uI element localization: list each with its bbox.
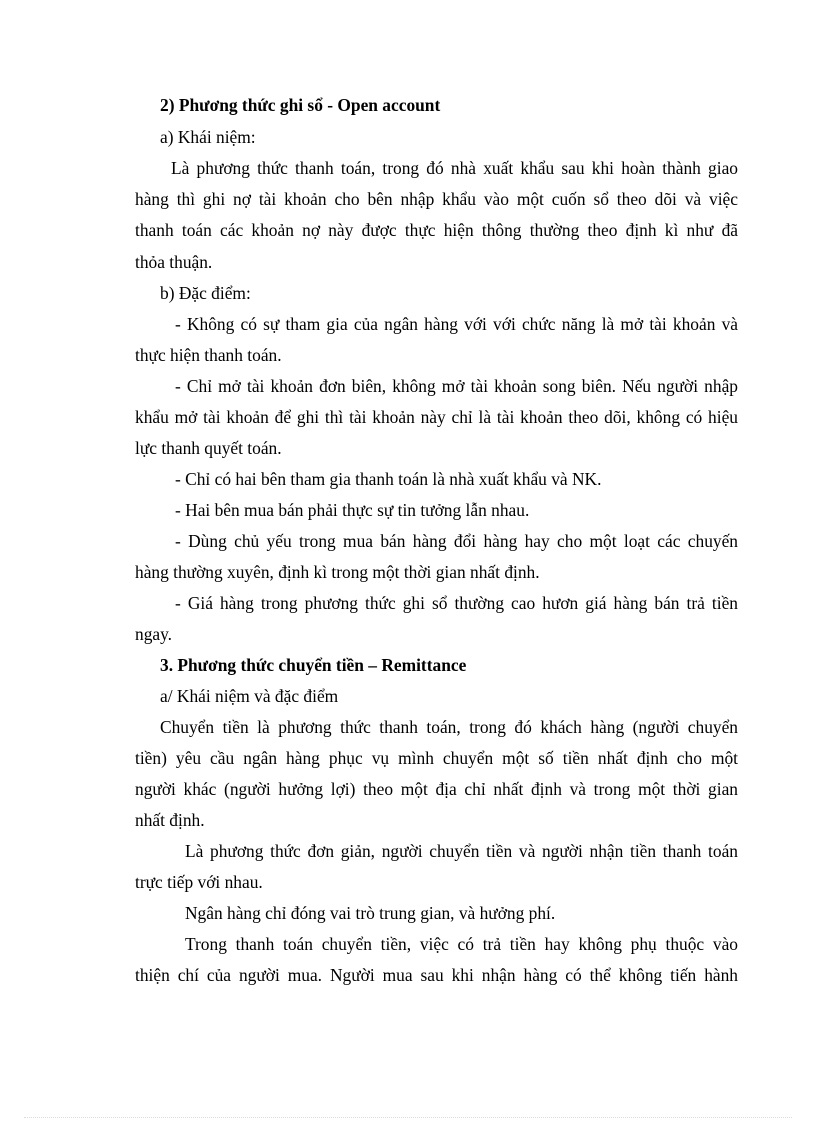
paragraph-line: Ngân hàng chỉ đóng vai trò trung gian, và hưởng phí. <box>185 903 556 923</box>
subheading-remittance-concept: a/ Khái niệm và đặc điểm <box>160 686 339 706</box>
paragraph-line: - Chỉ có hai bên tham gia thanh toán là nhà xuất khẩu và NK. <box>175 469 602 489</box>
paragraph-line: thiện chí của người mua. Người mua sau khi nhận hàng có thể không tiến hành <box>135 965 738 985</box>
paragraph-line: Trong thanh toán chuyển tiền, việc có trả tiền hay không phụ thuộc vào <box>185 934 738 954</box>
paragraph-line: ngay. <box>135 624 173 644</box>
paragraph-line: - Chỉ mở tài khoản đơn biên, không mở tài khoản song biên. Nếu người nhập <box>175 376 738 396</box>
paragraph-line: thanh toán các khoản nợ này được thực hiện thông thường theo định kì như đã <box>135 220 738 240</box>
paragraph-line: khẩu mở tài khoản để ghi thì tài khoản này chỉ là tài khoản theo dõi, không có hiệu <box>135 407 738 427</box>
paragraph-line: - Không có sự tham gia của ngân hàng với với chức năng là mở tài khoản và <box>175 314 738 334</box>
paragraph-line: lực thanh quyết toán. <box>135 438 282 458</box>
heading-open-account: 2) Phương thức ghi sổ - Open account <box>160 95 441 115</box>
paragraph-line: - Dùng chủ yếu trong mua bán hàng đổi hàng hay cho một loạt các chuyến <box>175 531 738 551</box>
paragraph-line: hàng thì ghi nợ tài khoản cho bên nhập khẩu vào một cuốn sổ theo dõi và việc <box>135 189 738 209</box>
paragraph-line: người khác (người hưởng lợi) theo một địa chỉ nhất định và trong một thời gian <box>135 779 738 799</box>
paragraph-line: Là phương thức thanh toán, trong đó nhà xuất khẩu sau khi hoàn thành giao <box>171 158 738 178</box>
paragraph-line: hàng thường xuyên, định kì trong một thời gian nhất định. <box>135 562 540 582</box>
paragraph-line: thực hiện thanh toán. <box>135 345 282 365</box>
paragraph-line: Là phương thức đơn giản, người chuyển tiền và người nhận tiền thanh toán <box>185 841 738 861</box>
paragraph-line: nhất định. <box>135 810 205 830</box>
footer-divider <box>24 1117 792 1118</box>
paragraph-line: thỏa thuận. <box>135 252 213 272</box>
paragraph-line: trực tiếp với nhau. <box>135 872 263 892</box>
subheading-concept: a) Khái niệm: <box>160 127 256 147</box>
paragraph-line: - Giá hàng trong phương thức ghi sổ thường cao hươn giá hàng bán trả tiền <box>175 593 738 613</box>
paragraph-line: tiền) yêu cầu ngân hàng phục vụ mình chuyển một số tiền nhất định cho một <box>135 748 738 768</box>
heading-remittance: 3. Phương thức chuyển tiền – Remittance <box>160 655 467 675</box>
paragraph-line: Chuyển tiền là phương thức thanh toán, trong đó khách hàng (người chuyển <box>160 717 738 737</box>
subheading-features: b) Đặc điểm: <box>160 283 251 303</box>
paragraph-line: - Hai bên mua bán phải thực sự tin tưởng lẫn nhau. <box>175 500 530 520</box>
